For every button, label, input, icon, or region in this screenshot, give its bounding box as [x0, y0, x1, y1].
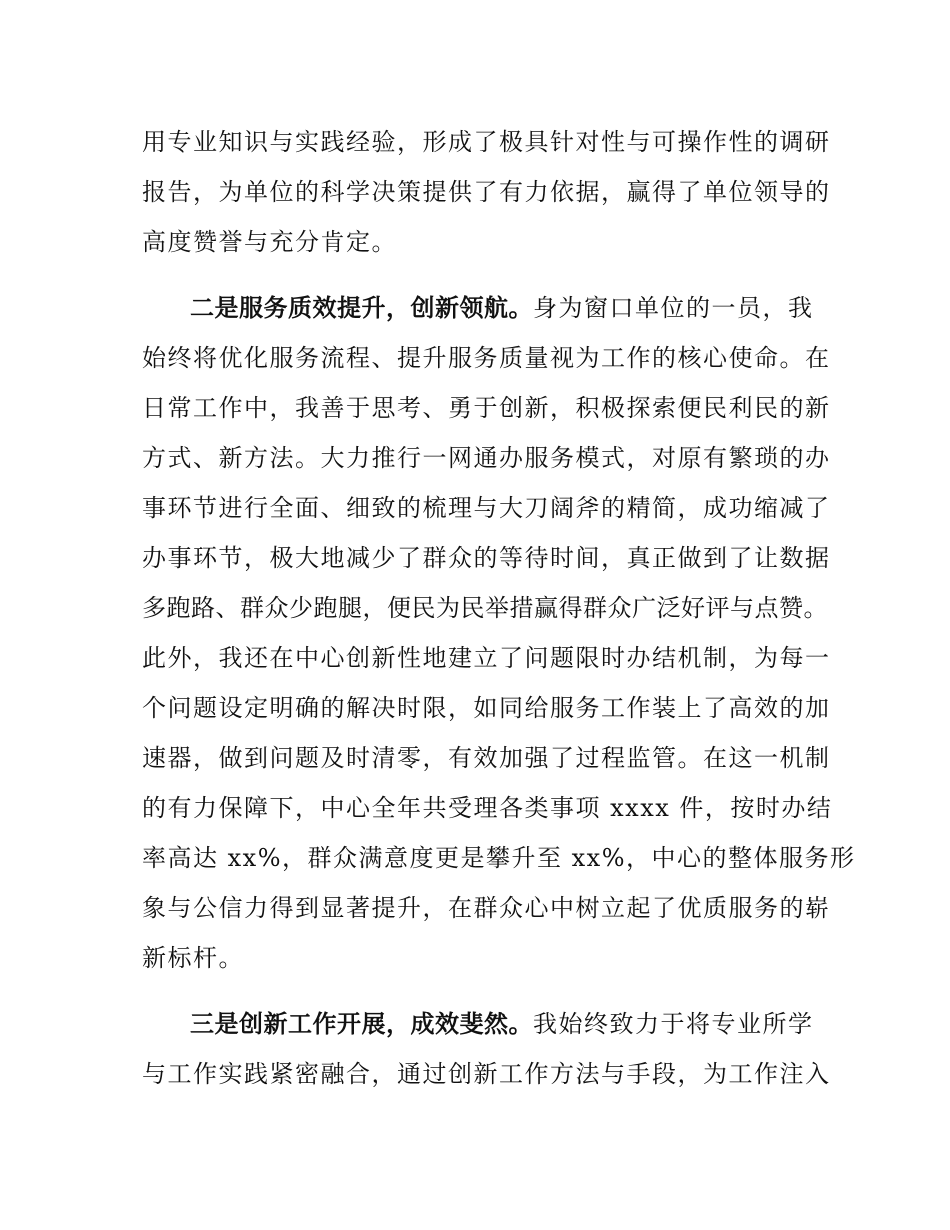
paragraph-2-line-10: 速器，做到问题及时清零，有效加强了过程监管。在这一机制 — [142, 744, 831, 772]
paragraph-3-heading: 三是创新工作开展，成效斐然。 — [190, 1010, 533, 1038]
paragraph-2-line-8: 此外，我还在中心创新性地建立了问题限时办结机制，为每一 — [142, 644, 831, 672]
paragraph-2-line-12: 率高达 xx%，群众满意度更是攀升至 xx%，中心的整体服务形 — [142, 844, 856, 872]
paragraph-2-line-13: 象与公信力得到显著提升，在群众心中树立起了优质服务的崭 — [142, 894, 831, 922]
paragraph-2-heading: 二是服务质效提升，创新领航。 — [190, 294, 533, 322]
paragraph-3-line-2: 与工作实践紧密融合，通过创新工作方法与手段，为工作注入 — [142, 1060, 831, 1088]
paragraph-2-line-7: 多跑路、群众少跑腿，便民为民举措赢得群众广泛好评与点赞。 — [142, 594, 828, 622]
paragraph-2-line-2: 始终将优化服务流程、提升服务质量视为工作的核心使命。在 — [142, 344, 831, 372]
paragraph-2-line-11: 的有力保障下，中心全年共受理各类事项 xxxx 件，按时办结 — [142, 794, 833, 822]
paragraph-1-line-2: 报告，为单位的科学决策提供了有力依据，赢得了单位领导的 — [142, 178, 831, 206]
paragraph-2-line-5: 事环节进行全面、细致的梳理与大刀阔斧的精简，成功缩减了 — [142, 494, 831, 522]
paragraph-2-line-14: 新标杆。 — [142, 944, 244, 972]
paragraph-2-line-9: 个问题设定明确的解决时限，如同给服务工作装上了高效的加 — [142, 694, 831, 722]
paragraph-2-line-6: 办事环节，极大地减少了群众的等待时间，真正做到了让数据 — [142, 544, 831, 572]
paragraph-3-first-line — [190, 1004, 832, 1044]
paragraph-2-first-line — [190, 288, 832, 328]
paragraph-3-first-line-text: 我始终致力于将专业所学 — [533, 1010, 814, 1038]
paragraph-2-line-4: 方式、新方法。大力推行一网通办服务模式，对原有繁琐的办 — [142, 444, 831, 472]
paragraph-1-line-3: 高度赞誉与充分肯定。 — [142, 228, 397, 256]
paragraph-2-line-3: 日常工作中，我善于思考、勇于创新，积极探索便民利民的新 — [142, 394, 831, 422]
paragraph-1-line-1: 用专业知识与实践经验，形成了极具针对性与可操作性的调研 — [142, 128, 831, 156]
paragraph-2-first-line-text: 身为窗口单位的一员，我 — [533, 294, 814, 322]
